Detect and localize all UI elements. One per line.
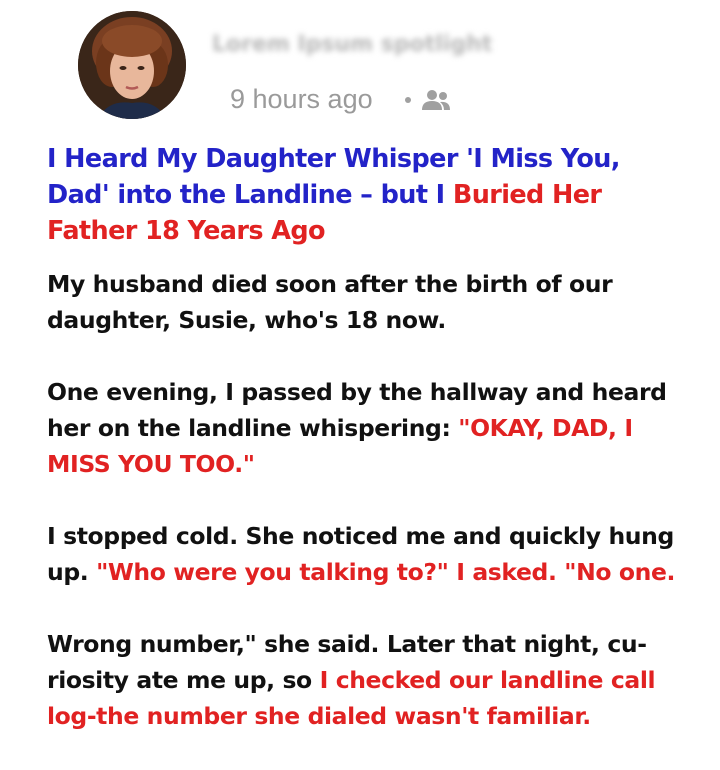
author-name[interactable]: Lorem Ipsum spotlight — [212, 32, 493, 57]
story-paragraph-3 — [47, 518, 687, 590]
post-timestamp: 9 hours ago — [230, 84, 373, 114]
headline-highlight-text: Buried Her Father 18 Years Ago — [47, 180, 602, 246]
people-icon[interactable] — [421, 89, 451, 111]
story-paragraph-4 — [47, 626, 687, 734]
story-paragraph-2-text: One evening, I passed by the hallway and heard her on the landline whispering: — [47, 378, 667, 442]
avatar-portrait-icon — [78, 11, 186, 119]
story-paragraph-3-quote: "Who were you talking to?" I asked. "No one. — [96, 558, 676, 586]
story-paragraph-2 — [47, 374, 687, 482]
headline-main-text: I Heard My Daughter Whisper 'I Miss You, Dad' into the Landline – but I — [47, 144, 620, 210]
story-paragraph-4-text: Wrong number," she said. Later that night, cu-riosity ate me up, so — [47, 630, 647, 694]
post-meta — [230, 84, 451, 115]
meta-separator-dot — [405, 97, 411, 103]
story-paragraph-1 — [47, 266, 687, 338]
post-header — [0, 0, 720, 135]
article-headline[interactable] — [47, 141, 687, 249]
story-paragraph-3-text: I stopped cold. She noticed me and quickly hung up. — [47, 522, 674, 586]
story-paragraph-2-quote: "OKAY, DAD, I MISS YOU TOO." — [47, 414, 633, 478]
author-avatar[interactable] — [78, 11, 186, 119]
article-body — [47, 266, 687, 770]
story-paragraph-1-text: My husband died soon after the birth of our daughter, Susie, who's 18 now. — [47, 270, 613, 334]
story-paragraph-4-highlight: I checked our landline call log-the number she dialed wasn't familiar. — [47, 666, 656, 730]
